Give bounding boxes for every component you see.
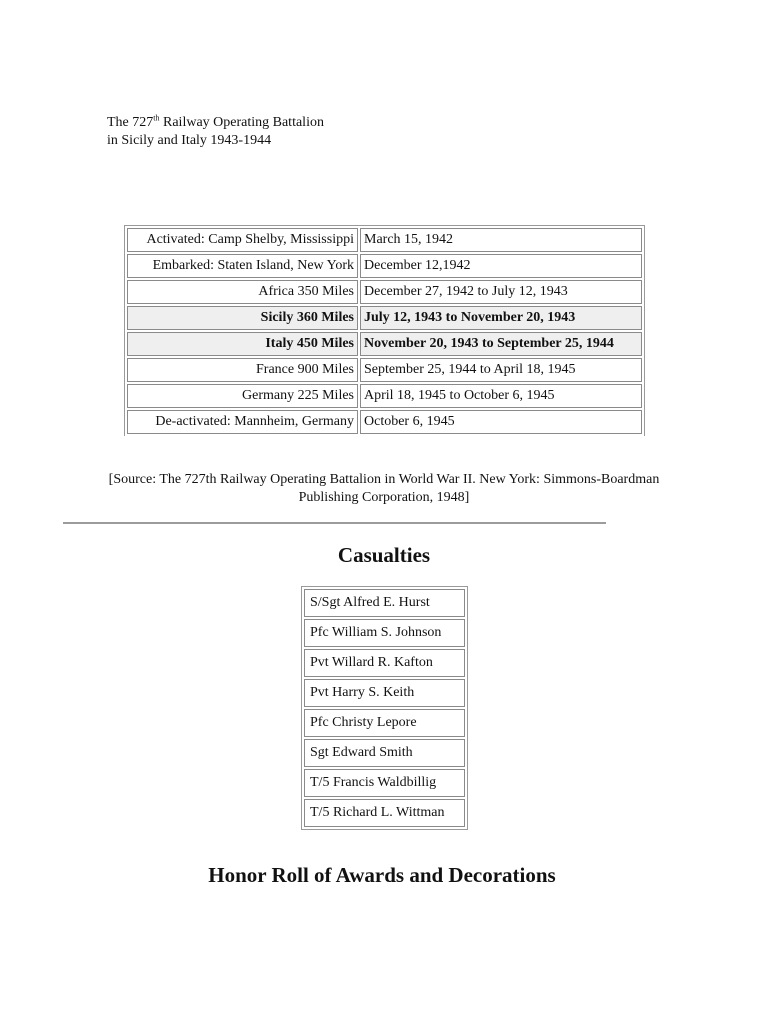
- place-cell: Italy 450 Miles: [127, 332, 358, 356]
- table-row: [127, 254, 642, 278]
- date-cell: March 15, 1942: [360, 228, 642, 252]
- casualty-name: Pfc Christy Lepore: [304, 709, 465, 737]
- operations-table: [124, 225, 645, 436]
- casualty-name: Sgt Edward Smith: [304, 739, 465, 767]
- date-cell: April 18, 1945 to October 6, 1945: [360, 384, 642, 408]
- table-row: [127, 306, 642, 330]
- casualties-table: [301, 586, 468, 830]
- date-cell: September 25, 1944 to April 18, 1945: [360, 358, 642, 382]
- source-line-1: [Source: The 727th Railway Operating Battalion in World War II. New York: Simmons-Boardman: [108, 472, 660, 487]
- source-citation: [60, 471, 708, 507]
- date-cell: December 12,1942: [360, 254, 642, 278]
- table-row: [127, 384, 642, 408]
- date-cell: October 6, 1945: [360, 410, 642, 434]
- place-cell: Sicily 360 Miles: [127, 306, 358, 330]
- casualty-name: S/Sgt Alfred E. Hurst: [304, 589, 465, 617]
- table-row: [304, 709, 465, 737]
- table-row: [304, 739, 465, 767]
- place-cell: De-activated: Mannheim, Germany: [127, 410, 358, 434]
- casualties-heading: Casualties: [337, 543, 431, 567]
- table-row: [304, 589, 465, 617]
- title-superscript: th: [153, 113, 160, 123]
- horizontal-divider: [63, 522, 606, 524]
- table-row: [127, 410, 642, 434]
- casualty-name: Pfc William S. Johnson: [304, 619, 465, 647]
- place-cell: France 900 Miles: [127, 358, 358, 382]
- table-row: [304, 769, 465, 797]
- place-cell: Africa 350 Miles: [127, 280, 358, 304]
- source-line-2: Publishing Corporation, 1948]: [298, 490, 470, 505]
- date-cell: July 12, 1943 to November 20, 1943: [360, 306, 642, 330]
- table-row: [127, 228, 642, 252]
- casualty-name: T/5 Richard L. Wittman: [304, 799, 465, 827]
- table-row: [127, 358, 642, 382]
- table-row: [127, 280, 642, 304]
- table-row: [127, 332, 642, 356]
- title-line-1: [107, 114, 324, 132]
- title-line-2: in Sicily and Italy 1943-1944: [107, 133, 272, 148]
- place-cell: Embarked: Staten Island, New York: [127, 254, 358, 278]
- document-title: [107, 114, 324, 150]
- title-suffix: Railway Operating Battalion: [159, 115, 324, 130]
- title-prefix: The 727: [107, 115, 154, 130]
- place-cell: Activated: Camp Shelby, Mississippi: [127, 228, 358, 252]
- casualty-name: T/5 Francis Waldbillig: [304, 769, 465, 797]
- table-row: [304, 649, 465, 677]
- place-cell: Germany 225 Miles: [127, 384, 358, 408]
- date-cell: November 20, 1943 to September 25, 1944: [360, 332, 642, 356]
- table-row: [304, 679, 465, 707]
- casualty-name: Pvt Willard R. Kafton: [304, 649, 465, 677]
- casualty-name: Pvt Harry S. Keith: [304, 679, 465, 707]
- table-row: [304, 619, 465, 647]
- date-cell: December 27, 1942 to July 12, 1943: [360, 280, 642, 304]
- table-row: [304, 799, 465, 827]
- honor-roll-heading: Honor Roll of Awards and Decorations: [208, 863, 556, 887]
